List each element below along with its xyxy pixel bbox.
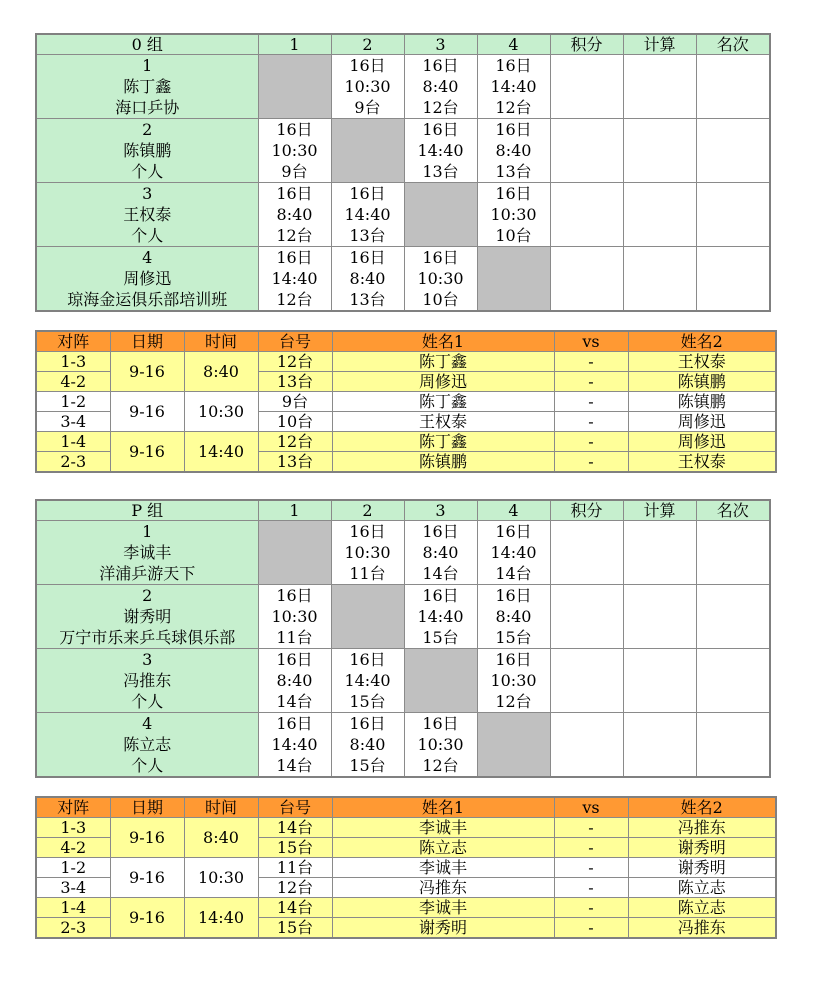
group-p-header-row bbox=[36, 500, 770, 521]
self-cell bbox=[477, 247, 550, 312]
self-cell bbox=[258, 521, 331, 585]
player-info bbox=[36, 119, 258, 183]
player-number: 2 bbox=[142, 120, 153, 139]
vs-header: vs bbox=[554, 331, 628, 352]
player2-header: 姓名2 bbox=[628, 331, 776, 352]
match-time: 14:40 bbox=[184, 432, 258, 473]
self-cell bbox=[258, 55, 331, 119]
match-cell: 16日 10:30 10台 bbox=[404, 247, 477, 312]
match-cell: 16日 14:40 15台 bbox=[331, 649, 404, 713]
player2-name: 陈镇鹏 bbox=[628, 392, 776, 412]
player-row bbox=[36, 119, 770, 183]
player-number: 3 bbox=[142, 650, 153, 669]
table-number: 13台 bbox=[258, 372, 332, 392]
match-cell: 16日 14:40 13台 bbox=[331, 183, 404, 247]
schedule-row bbox=[36, 392, 776, 412]
player-number: 1 bbox=[142, 522, 153, 541]
score-header: 积分 bbox=[550, 34, 623, 55]
player-info bbox=[36, 713, 258, 778]
schedule-p-block bbox=[35, 796, 777, 939]
table-number: 11台 bbox=[258, 858, 332, 878]
score-cell bbox=[550, 247, 623, 312]
rank-cell bbox=[696, 585, 770, 649]
player1-name: 陈立志 bbox=[332, 838, 554, 858]
player1-name: 陈丁鑫 bbox=[332, 392, 554, 412]
table-number: 12台 bbox=[258, 432, 332, 452]
match-time: 14:40 bbox=[184, 898, 258, 939]
score-cell bbox=[550, 55, 623, 119]
match-cell: 16日 8:40 13台 bbox=[331, 247, 404, 312]
match-cell: 16日 14:40 12台 bbox=[477, 55, 550, 119]
group-title: 0 组 bbox=[36, 34, 258, 55]
self-cell bbox=[477, 713, 550, 778]
score-cell bbox=[550, 119, 623, 183]
match-date: 9-16 bbox=[110, 352, 184, 392]
schedule-row bbox=[36, 858, 776, 878]
player1-header: 姓名1 bbox=[332, 797, 554, 818]
match-header: 对阵 bbox=[36, 797, 110, 818]
player-row bbox=[36, 183, 770, 247]
match-code: 2-3 bbox=[36, 918, 110, 939]
player-name: 谢秀明 bbox=[123, 607, 172, 626]
vs-mark: - bbox=[554, 452, 628, 473]
calc-header: 计算 bbox=[623, 34, 696, 55]
schedule-header-row bbox=[36, 797, 776, 818]
player1-name: 王权泰 bbox=[332, 412, 554, 432]
table-number: 15台 bbox=[258, 918, 332, 939]
column-header: 3 bbox=[404, 500, 477, 521]
match-cell: 16日 10:30 11台 bbox=[258, 585, 331, 649]
group-title: P 组 bbox=[36, 500, 258, 521]
player-row bbox=[36, 585, 770, 649]
table-header: 台号 bbox=[258, 797, 332, 818]
rank-cell bbox=[696, 247, 770, 312]
vs-header: vs bbox=[554, 797, 628, 818]
match-cell: 16日 8:40 14台 bbox=[404, 521, 477, 585]
match-code: 1-3 bbox=[36, 352, 110, 372]
match-code: 1-2 bbox=[36, 858, 110, 878]
player2-name: 冯推东 bbox=[628, 818, 776, 838]
vs-mark: - bbox=[554, 918, 628, 939]
match-header: 对阵 bbox=[36, 331, 110, 352]
player-info bbox=[36, 183, 258, 247]
calc-cell bbox=[623, 521, 696, 585]
rank-cell bbox=[696, 521, 770, 585]
match-date: 9-16 bbox=[110, 898, 184, 939]
player2-name: 陈立志 bbox=[628, 878, 776, 898]
match-cell: 16日 10:30 9台 bbox=[331, 55, 404, 119]
match-date: 9-16 bbox=[110, 818, 184, 858]
player2-name: 冯推东 bbox=[628, 918, 776, 939]
match-time: 10:30 bbox=[184, 392, 258, 432]
rank-cell bbox=[696, 649, 770, 713]
rank-header: 名次 bbox=[696, 500, 770, 521]
match-date: 9-16 bbox=[110, 432, 184, 473]
rank-cell bbox=[696, 183, 770, 247]
table-header: 台号 bbox=[258, 331, 332, 352]
player-club: 个人 bbox=[131, 162, 164, 181]
group-p-block bbox=[35, 499, 771, 778]
match-code: 1-2 bbox=[36, 392, 110, 412]
match-code: 3-4 bbox=[36, 878, 110, 898]
player-number: 2 bbox=[142, 586, 153, 605]
match-cell: 16日 10:30 12台 bbox=[477, 649, 550, 713]
self-cell bbox=[404, 649, 477, 713]
vs-mark: - bbox=[554, 412, 628, 432]
player-info bbox=[36, 55, 258, 119]
group-o-table bbox=[35, 33, 771, 312]
vs-mark: - bbox=[554, 878, 628, 898]
table-number: 12台 bbox=[258, 352, 332, 372]
player-info bbox=[36, 521, 258, 585]
schedule-row bbox=[36, 898, 776, 918]
time-header: 时间 bbox=[184, 331, 258, 352]
group-o-header-row bbox=[36, 34, 770, 55]
match-code: 4-2 bbox=[36, 372, 110, 392]
player1-name: 陈丁鑫 bbox=[332, 352, 554, 372]
schedule-row bbox=[36, 818, 776, 838]
score-cell bbox=[550, 585, 623, 649]
player-row bbox=[36, 713, 770, 778]
player2-name: 谢秀明 bbox=[628, 838, 776, 858]
player1-header: 姓名1 bbox=[332, 331, 554, 352]
player-name: 陈丁鑫 bbox=[123, 77, 172, 96]
player-number: 1 bbox=[142, 56, 153, 75]
match-date: 9-16 bbox=[110, 392, 184, 432]
schedule-header-row bbox=[36, 331, 776, 352]
column-header: 4 bbox=[477, 500, 550, 521]
player-info bbox=[36, 247, 258, 312]
vs-mark: - bbox=[554, 392, 628, 412]
table-number: 14台 bbox=[258, 818, 332, 838]
player-name: 王权泰 bbox=[123, 205, 172, 224]
table-number: 10台 bbox=[258, 412, 332, 432]
player2-name: 陈立志 bbox=[628, 898, 776, 918]
time-header: 时间 bbox=[184, 797, 258, 818]
player-info bbox=[36, 585, 258, 649]
match-time: 8:40 bbox=[184, 352, 258, 392]
calc-cell bbox=[623, 713, 696, 778]
score-header: 积分 bbox=[550, 500, 623, 521]
match-cell: 16日 8:40 13台 bbox=[477, 119, 550, 183]
player-club: 海口乒协 bbox=[115, 98, 180, 117]
match-cell: 16日 8:40 15台 bbox=[331, 713, 404, 778]
calc-cell bbox=[623, 585, 696, 649]
player1-name: 陈丁鑫 bbox=[332, 432, 554, 452]
vs-mark: - bbox=[554, 372, 628, 392]
match-time: 8:40 bbox=[184, 818, 258, 858]
match-cell: 16日 14:40 14台 bbox=[477, 521, 550, 585]
match-code: 1-4 bbox=[36, 432, 110, 452]
match-time: 10:30 bbox=[184, 858, 258, 898]
match-code: 3-4 bbox=[36, 412, 110, 432]
rank-cell bbox=[696, 55, 770, 119]
rank-cell bbox=[696, 713, 770, 778]
vs-mark: - bbox=[554, 858, 628, 878]
vs-mark: - bbox=[554, 818, 628, 838]
player-row bbox=[36, 649, 770, 713]
date-header: 日期 bbox=[110, 331, 184, 352]
player-row bbox=[36, 247, 770, 312]
player-club: 琼海金运俱乐部培训班 bbox=[67, 290, 228, 309]
player2-name: 陈镇鹏 bbox=[628, 372, 776, 392]
player-club: 个人 bbox=[131, 692, 164, 711]
player1-name: 冯推东 bbox=[332, 878, 554, 898]
column-header: 4 bbox=[477, 34, 550, 55]
match-cell: 16日 14:40 12台 bbox=[258, 247, 331, 312]
player-row bbox=[36, 55, 770, 119]
table-number: 12台 bbox=[258, 878, 332, 898]
group-o-block bbox=[35, 33, 771, 312]
match-cell: 16日 14:40 14台 bbox=[258, 713, 331, 778]
player-row bbox=[36, 521, 770, 585]
player-club: 万宁市乐来乒乓球俱乐部 bbox=[59, 628, 236, 647]
table-number: 15台 bbox=[258, 838, 332, 858]
player1-name: 李诚丰 bbox=[332, 818, 554, 838]
table-number: 13台 bbox=[258, 452, 332, 473]
score-cell bbox=[550, 521, 623, 585]
player-name: 陈镇鹏 bbox=[123, 141, 172, 160]
table-number: 9台 bbox=[258, 392, 332, 412]
match-date: 9-16 bbox=[110, 858, 184, 898]
calc-cell bbox=[623, 183, 696, 247]
player-info bbox=[36, 649, 258, 713]
match-cell: 16日 10:30 9台 bbox=[258, 119, 331, 183]
player2-name: 王权泰 bbox=[628, 352, 776, 372]
player-number: 3 bbox=[142, 184, 153, 203]
player1-name: 李诚丰 bbox=[332, 858, 554, 878]
player1-name: 陈镇鹏 bbox=[332, 452, 554, 473]
score-cell bbox=[550, 183, 623, 247]
column-header: 2 bbox=[331, 34, 404, 55]
player2-header: 姓名2 bbox=[628, 797, 776, 818]
match-cell: 16日 10:30 12台 bbox=[404, 713, 477, 778]
score-cell bbox=[550, 713, 623, 778]
player-name: 冯推东 bbox=[123, 671, 172, 690]
column-header: 1 bbox=[258, 500, 331, 521]
player-name: 陈立志 bbox=[123, 735, 172, 754]
date-header: 日期 bbox=[110, 797, 184, 818]
match-cell: 16日 8:40 15台 bbox=[477, 585, 550, 649]
vs-mark: - bbox=[554, 352, 628, 372]
match-cell: 16日 10:30 11台 bbox=[331, 521, 404, 585]
player1-name: 周修迅 bbox=[332, 372, 554, 392]
match-code: 4-2 bbox=[36, 838, 110, 858]
player-club: 个人 bbox=[131, 756, 164, 775]
schedule-row bbox=[36, 352, 776, 372]
schedule-p-table bbox=[35, 796, 777, 939]
group-p-table bbox=[35, 499, 771, 778]
column-header: 1 bbox=[258, 34, 331, 55]
player2-name: 周修迅 bbox=[628, 432, 776, 452]
score-cell bbox=[550, 649, 623, 713]
column-header: 3 bbox=[404, 34, 477, 55]
self-cell bbox=[404, 183, 477, 247]
player1-name: 谢秀明 bbox=[332, 918, 554, 939]
player-name: 李诚丰 bbox=[123, 543, 172, 562]
player-number: 4 bbox=[142, 248, 153, 267]
player2-name: 周修迅 bbox=[628, 412, 776, 432]
rank-header: 名次 bbox=[696, 34, 770, 55]
vs-mark: - bbox=[554, 838, 628, 858]
schedule-o-block bbox=[35, 330, 777, 473]
calc-cell bbox=[623, 247, 696, 312]
vs-mark: - bbox=[554, 432, 628, 452]
schedule-row bbox=[36, 432, 776, 452]
match-code: 1-4 bbox=[36, 898, 110, 918]
column-header: 2 bbox=[331, 500, 404, 521]
match-cell: 16日 8:40 14台 bbox=[258, 649, 331, 713]
match-code: 2-3 bbox=[36, 452, 110, 473]
rank-cell bbox=[696, 119, 770, 183]
self-cell bbox=[331, 585, 404, 649]
match-cell: 16日 8:40 12台 bbox=[258, 183, 331, 247]
player-club: 洋浦乒游天下 bbox=[99, 564, 196, 583]
calc-cell bbox=[623, 649, 696, 713]
self-cell bbox=[331, 119, 404, 183]
match-cell: 16日 14:40 15台 bbox=[404, 585, 477, 649]
calc-cell bbox=[623, 55, 696, 119]
table-number: 14台 bbox=[258, 898, 332, 918]
player1-name: 李诚丰 bbox=[332, 898, 554, 918]
schedule-o-table bbox=[35, 330, 777, 473]
player-number: 4 bbox=[142, 714, 153, 733]
player2-name: 谢秀明 bbox=[628, 858, 776, 878]
player2-name: 王权泰 bbox=[628, 452, 776, 473]
player-club: 个人 bbox=[131, 226, 164, 245]
calc-header: 计算 bbox=[623, 500, 696, 521]
vs-mark: - bbox=[554, 898, 628, 918]
match-code: 1-3 bbox=[36, 818, 110, 838]
calc-cell bbox=[623, 119, 696, 183]
match-cell: 16日 14:40 13台 bbox=[404, 119, 477, 183]
match-cell: 16日 10:30 10台 bbox=[477, 183, 550, 247]
match-cell: 16日 8:40 12台 bbox=[404, 55, 477, 119]
player-name: 周修迅 bbox=[123, 269, 172, 288]
